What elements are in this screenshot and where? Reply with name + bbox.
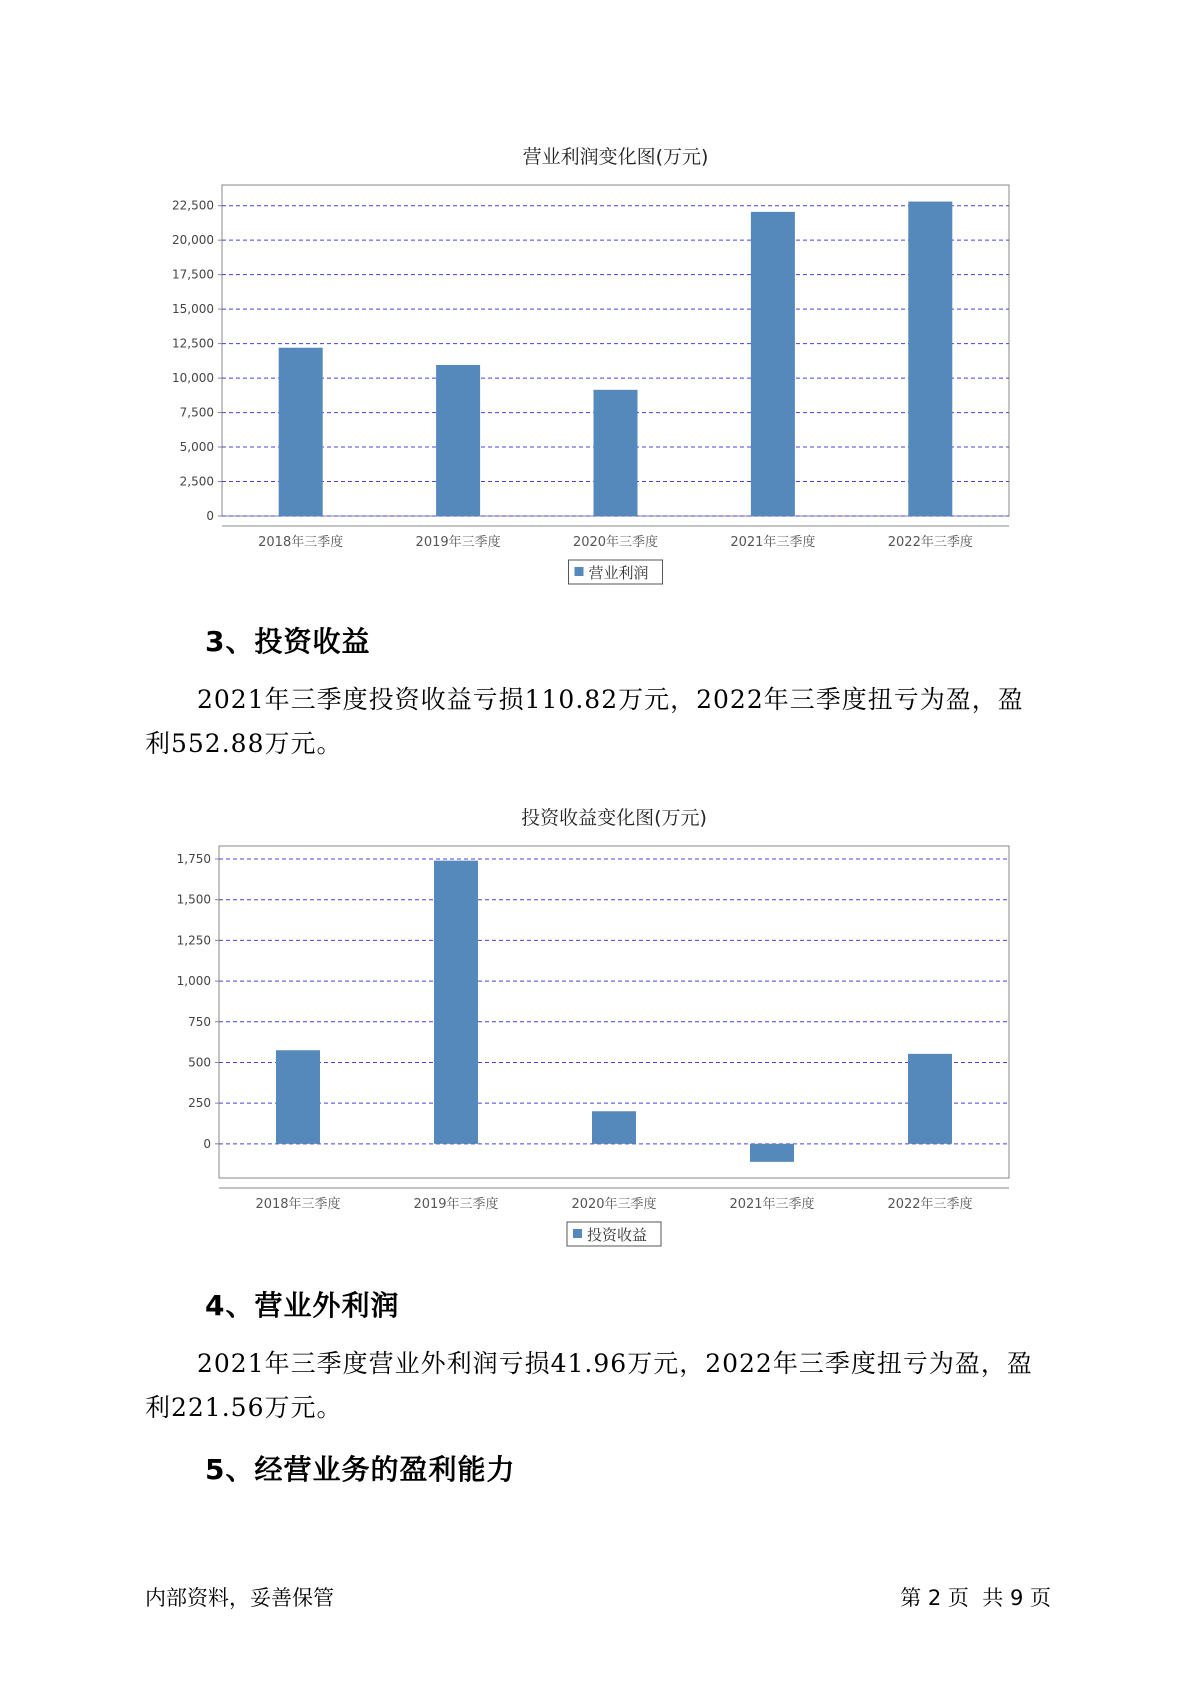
section-4-paragraph xyxy=(145,1342,1065,1430)
x-tick-label: 2021年三季度 xyxy=(729,1197,815,1212)
section-4-line-1: 2021年三季度营业外利润亏损41.96万元，2022年三季度扭亏为盈，盈 xyxy=(197,1349,1033,1378)
y-tick-label: 1,500 xyxy=(176,892,211,907)
bar xyxy=(908,1054,952,1144)
y-tick-label: 7,500 xyxy=(179,405,214,420)
x-tick-label: 2021年三季度 xyxy=(730,535,816,550)
x-tick-label: 2019年三季度 xyxy=(413,1197,499,1212)
y-tick-label: 250 xyxy=(188,1096,211,1111)
footer-confidential-note: 内部资料，妥善保管 xyxy=(145,1586,334,1610)
section-4-line-2: 利221.56万元。 xyxy=(145,1393,343,1422)
y-tick-label: 2,500 xyxy=(179,474,214,489)
legend-label: 营业利润 xyxy=(588,564,649,582)
y-tick-label: 750 xyxy=(188,1014,211,1029)
legend xyxy=(567,1222,661,1246)
section-3-line-2: 利552.88万元。 xyxy=(145,729,343,758)
y-tick-label: 5,000 xyxy=(179,440,214,455)
y-tick-label: 500 xyxy=(188,1055,211,1070)
x-tick-label: 2019年三季度 xyxy=(415,535,501,550)
x-tick-label: 2018年三季度 xyxy=(255,1197,341,1212)
x-tick-label: 2022年三季度 xyxy=(887,1197,973,1212)
y-tick-label: 10,000 xyxy=(172,371,214,386)
y-tick-label: 1,000 xyxy=(176,974,211,989)
y-tick-label: 17,500 xyxy=(172,267,214,282)
section-3-line-1: 2021年三季度投资收益亏损110.82万元，2022年三季度扭亏为盈，盈 xyxy=(197,685,1024,714)
bar xyxy=(592,1111,636,1144)
y-tick-label: 15,000 xyxy=(172,302,214,317)
y-tick-label: 20,000 xyxy=(172,233,214,248)
x-tick-label: 2020年三季度 xyxy=(572,535,659,550)
x-tick-label: 2020年三季度 xyxy=(571,1197,657,1212)
chart-title: 投资收益变化图(万元) xyxy=(521,807,707,829)
x-tick-label: 2018年三季度 xyxy=(258,535,344,550)
y-tick-label: 1,750 xyxy=(176,852,211,867)
chart-title: 营业利润变化图(万元) xyxy=(522,146,709,168)
section-3-heading: 3、投资收益 xyxy=(205,625,371,658)
bar xyxy=(434,861,478,1144)
y-tick-label: 1,250 xyxy=(176,933,211,948)
section-5-heading: 5、经营业务的盈利能力 xyxy=(205,1453,516,1486)
y-tick-label: 0 xyxy=(203,1136,211,1151)
legend-swatch xyxy=(573,1229,582,1238)
y-tick-label: 22,500 xyxy=(172,198,214,213)
y-tick-label: 12,500 xyxy=(172,336,214,351)
bar xyxy=(750,1144,794,1162)
section-3-paragraph xyxy=(145,678,1065,766)
legend-label: 投资收益 xyxy=(587,1226,648,1244)
footer-page-number: 第 2 页 共 9 页 xyxy=(900,1586,1051,1610)
section-4-heading: 4、营业外利润 xyxy=(205,1289,400,1322)
x-tick-label: 2022年三季度 xyxy=(887,535,973,550)
y-tick-label: 0 xyxy=(206,509,214,523)
bar xyxy=(276,1050,320,1144)
